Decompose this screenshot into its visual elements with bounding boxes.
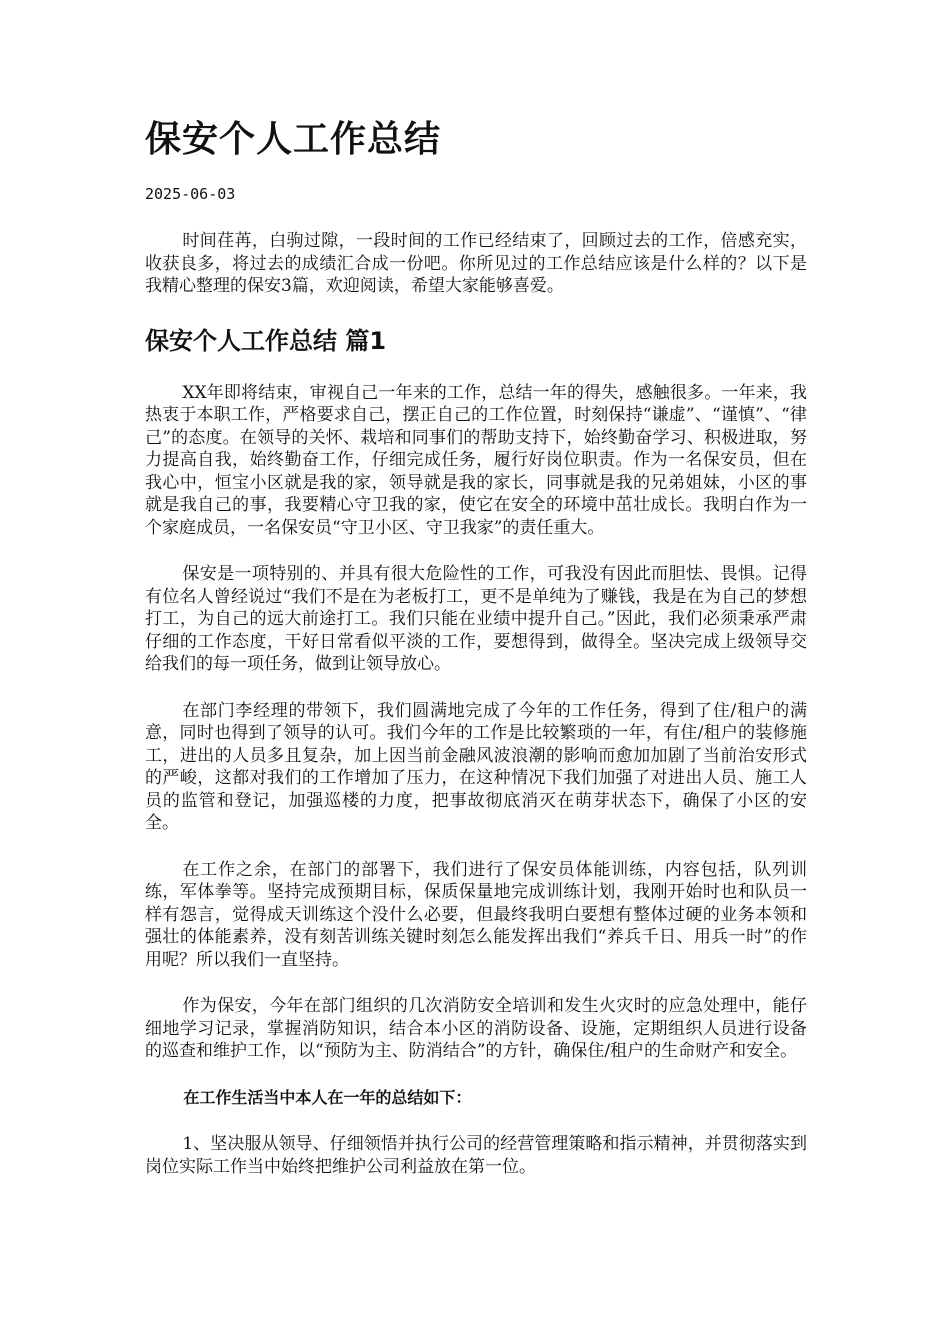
body-paragraph: 在部门李经理的带领下，我们圆满地完成了今年的工作任务，得到了住/租户的满意，同时也得到了领导的认可。我们今年的工作是比较繁琐的一年，有住/租户的装修施工，进出的人员多且复杂，加上因当前金融风波浪潮的影响而愈加加剧了当前治安形式的严峻，这都对我们的工作增加了压力，在这种情况下我们加强了对进出人员、施工人员的监管和登记，加强巡楼的力度，把事故彻底消灭在萌芽状态下，确保了小区的安全。 — [145, 700, 807, 833]
section-title: 保安个人工作总结 篇1 — [145, 326, 387, 355]
body-paragraph: 保安是一项特别的、并具有很大危险性的工作，可我没有因此而胆怯、畏惧。记得有位名人曾经说过“我们不是在为老板打工，更不是单纯为了赚钱，我是在为自己的梦想打工，为自己的远大前途打工。我们只能在业绩中提升自己。”因此，我们必须秉承严肃仔细的工作态度，干好日常看似平淡的工作，要想得到，做得全。坚决完成上级领导交给我们的每一项任务，做到让领导放心。 — [145, 564, 807, 674]
list-item: 1、坚决服从领导、仔细领悟并执行公司的经营管理策略和指示精神，并贯彻落实到岗位实际工作当中始终把维护公司利益放在第一位。 — [145, 1134, 807, 1177]
body-paragraph: 作为保安，今年在部门组织的几次消防安全培训和发生火灾时的应急处理中，能仔细地学习记录，掌握消防知识，结合本小区的消防设备、设施，定期组织人员进行设备的巡查和维护工作，以“预防为主、防消结合”的方针，确保住/租户的生命财产和安全。 — [145, 996, 807, 1061]
body-paragraph: 在工作之余，在部门的部署下，我们进行了保安员体能训练，内容包括，队列训练，军体拳等。坚持完成预期目标，保质保量地完成训练计划，我刚开始时也和队员一样有怨言，觉得成天训练这个没什么必要，但最终我明白要想有整体过硬的业务本领和强壮的体能素养，没有刻苦训练关键时刻怎么能发挥出我们“养兵千日、用兵一时”的作用呢？所以我们一直坚持。 — [145, 859, 807, 970]
intro-paragraph: 时间荏苒，白驹过隙，一段时间的工作已经结束了，回顾过去的工作，倍感充实，收获良多，将过去的成绩汇合成一份吧。你所见过的工作总结应该是什么样的？以下是我精心整理的保安3篇，欢迎阅读，希望大家能够喜爱。 — [145, 231, 807, 296]
document-date: 2025-06-03 — [145, 185, 236, 203]
document-page — [145, 112, 807, 1178]
summary-heading: 在工作生活当中本人在一年的总结如下： — [183, 1087, 472, 1107]
document-title: 保安个人工作总结 — [145, 119, 442, 160]
body-paragraph: XX年即将结束，审视自己一年来的工作，总结一年的得失，感触很多。一年来，我热衷于本职工作，严格要求自己，摆正自己的工作位置，时刻保持“谦虚”、“谨慎”、“律己”的态度。在领导的关怀、栽培和同事们的帮助支持下，始终勤奋学习、积极进取，努力提高自我，始终勤奋工作，仔细完成任务，履行好岗位职责。作为一名保安员，但在我心中，恒宝小区就是我的家，领导就是我的家长，同事就是我的兄弟姐妹，小区的事就是我自己的事，我要精心守卫我的家，使它在安全的环境中茁壮成长。我明白作为一个家庭成员，一名保安员“守卫小区、守卫我家”的责任重大。 — [145, 382, 807, 538]
